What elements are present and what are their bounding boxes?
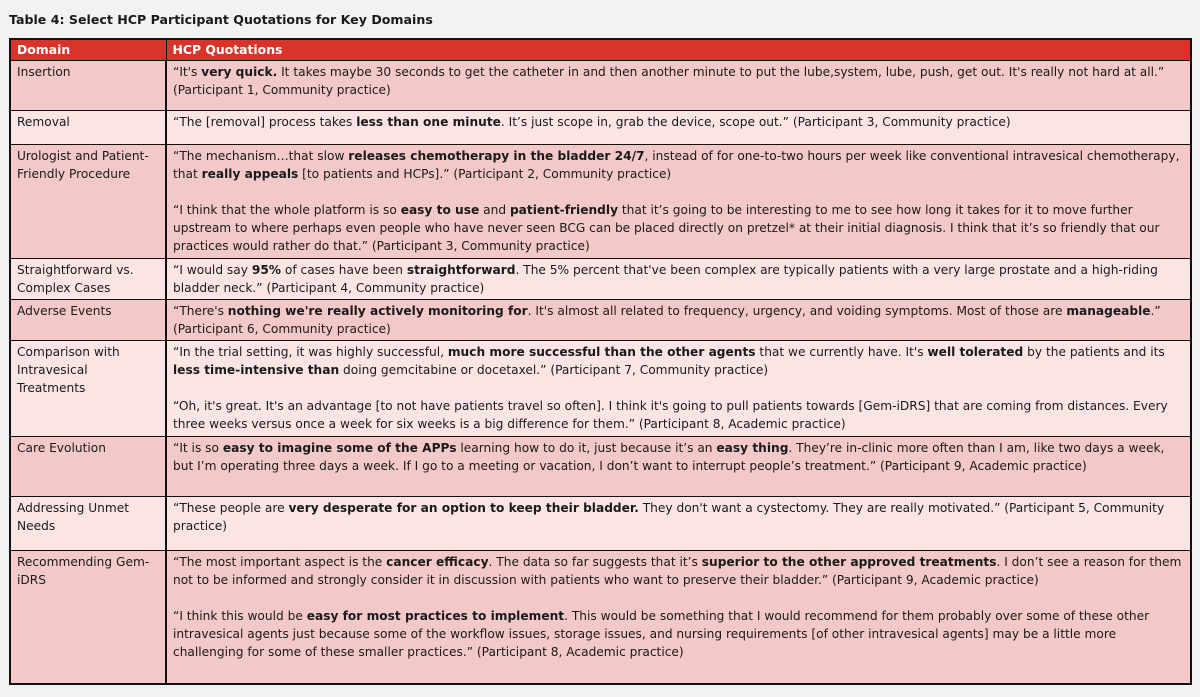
quote-emphasis: straightforward [406,263,516,277]
quote-text: .” (Participant 6, Community practice) [173,304,1161,336]
table-body [10,61,1191,684]
quote-text: of cases have been [281,263,407,277]
quotation [173,302,1184,338]
quote-text: “It is so [173,441,223,455]
quote-text: “There's [173,304,228,318]
table-row [10,259,1191,300]
quote-emphasis: much more successful than the other agents [447,345,756,359]
quotation-cell [166,259,1191,300]
quotation-cell [166,111,1191,145]
table-row [10,61,1191,111]
quote-emphasis: 95% [251,263,282,277]
quote-text: by the patients and its [1023,345,1165,359]
quotation [173,343,1184,379]
quotation [173,113,1184,131]
quote-text: “The mechanism…that slow [173,149,349,163]
quote-text: doing gemcitabine or docetaxel.” (Participant 7, Community practice) [339,363,769,377]
quote-emphasis: patient-friendly [509,203,619,217]
table-row [10,551,1191,684]
table-title: Table 4: Select HCP Participant Quotations for Key Domains [9,12,433,27]
quote-emphasis: less than one minute [356,115,501,129]
table-row [10,300,1191,341]
quote-text: “I think this would be [173,609,307,623]
header-hcp-quotations: HCP Quotations [166,39,1191,61]
quote-text: . I don’t see a reason for them not to be informed and strongly consider it in discussion with patients who want to preserve their bladder.” (Participant 9, Academic practice) [173,555,1182,587]
quote-emphasis: very desperate for an option to keep their bladder. [288,501,639,515]
table-row [10,341,1191,437]
quotation-cell [166,497,1191,551]
table-row [10,111,1191,145]
quote-text: . It's almost all related to frequency, urgency, and voiding symptoms. Most of those are [527,304,1067,318]
quote-text: “It's [173,65,202,79]
quote-emphasis: manageable [1066,304,1151,318]
quote-emphasis: superior to the other approved treatments [701,555,997,569]
quotation [173,607,1184,661]
quote-text: . It’s just scope in, grab the device, scope out.” (Participant 3, Community practice) [500,115,1011,129]
quote-text: learning how to do it, just because it’s an [456,441,717,455]
domain-cell: Adverse Events [10,300,166,341]
quotation [173,261,1184,297]
quotation [173,439,1184,475]
domain-cell: Care Evolution [10,437,166,497]
domain-cell: Urologist and Patient-Friendly Procedure [10,145,166,259]
header-domain: Domain [10,39,166,61]
quote-text: [to patients and HCPs].” (Participant 2, Community practice) [298,167,672,181]
quotation [173,553,1184,589]
quote-text: It takes maybe 30 seconds to get the catheter in and then another minute to put the lube,system, lube, push, get out. It's really not hard at all.” (Participant 1, Community practice) [173,65,1165,97]
quote-text: . The data so far suggests that it’s [488,555,702,569]
table-row [10,497,1191,551]
domain-cell: Addressing Unmet Needs [10,497,166,551]
quotation-cell [166,341,1191,437]
quote-emphasis: easy to use [400,203,480,217]
quote-emphasis: nothing we're really actively monitoring for [227,304,528,318]
domain-cell: Insertion [10,61,166,111]
quote-text: that we currently have. It's [755,345,928,359]
quotation [173,397,1184,433]
quotation [173,63,1184,99]
quote-text: “The [removal] process takes [173,115,357,129]
quote-text: and [479,203,510,217]
domain-cell: Recommending Gem-iDRS [10,551,166,684]
quotation-cell [166,61,1191,111]
domain-cell: Straightforward vs. Complex Cases [10,259,166,300]
quote-emphasis: less time-intensive than [173,363,340,377]
quote-emphasis: easy thing [716,441,789,455]
domain-cell: Removal [10,111,166,145]
quote-text: “I would say [173,263,252,277]
table-row [10,437,1191,497]
quote-emphasis: cancer efficacy [386,555,489,569]
quotation-cell [166,300,1191,341]
quote-text: “These people are [173,501,289,515]
quotation [173,499,1184,535]
quote-text: . They’re in-clinic more often than I am, like two days a week, but I’m operating three days a week. If I go to a meeting or vacation, I don’t want to interrupt people’s treatment.” (Participant 9, Academic practice) [173,441,1165,473]
quote-emphasis: releases chemotherapy in the bladder 24/7 [348,149,645,163]
quote-text: They don't want a cystectomy. They are really motivated.” (Participant 5, Community practice) [173,501,1165,533]
quotation-cell [166,437,1191,497]
quotation-cell [166,145,1191,259]
table-row [10,145,1191,259]
quote-text: that it’s going to be interesting to me to see how long it takes for it to move further upstream to where perhaps even people who have never seen BCG can be placed directly on pretzel* at their initial diagnosis. I think that it’s so friendly that our practices would rather do that.” (Participant 3, Community practice) [173,203,1160,253]
quote-text: , instead of for one-to-two hours per week like conventional intravesical chemotherapy, that [173,149,1180,181]
quote-emphasis: easy to imagine some of the APPs [222,441,457,455]
quotations-table [9,38,1192,685]
table-header-row [10,39,1191,61]
quotation-cell [166,551,1191,684]
quotation [173,201,1184,255]
quote-text: . The 5% percent that've been complex are typically patients with a very large prostate and a high-riding bladder neck.” (Participant 4, Community practice) [173,263,1158,295]
quote-emphasis: really appeals [201,167,299,181]
quote-text: “I think that the whole platform is so [173,203,401,217]
quote-text: “In the trial setting, it was highly successful, [173,345,448,359]
quote-text: “The most important aspect is the [173,555,387,569]
quotation [173,147,1184,183]
quote-text: . This would be something that I would recommend for them probably over some of these other intravesical agents just because some of the workflow issues, storage issues, and nursing requirements [of other intravesical agents] may be a little more challenging for some of these smaller practices.” (Participant 8, Academic practice) [173,609,1150,659]
quote-emphasis: very quick. [201,65,278,79]
quote-emphasis: well tolerated [927,345,1024,359]
quote-emphasis: easy for most practices to implement [306,609,565,623]
domain-cell: Comparison with Intravesical Treatments [10,341,166,437]
quote-text: “Oh, it's great. It's an advantage [to not have patients travel so often]. I think it's going to pull patients towards [Gem-iDRS] that are coming from distances. Every three weeks versus once a week for six weeks is a big difference for them.” (Participant 8, Academic practice) [173,399,1168,431]
